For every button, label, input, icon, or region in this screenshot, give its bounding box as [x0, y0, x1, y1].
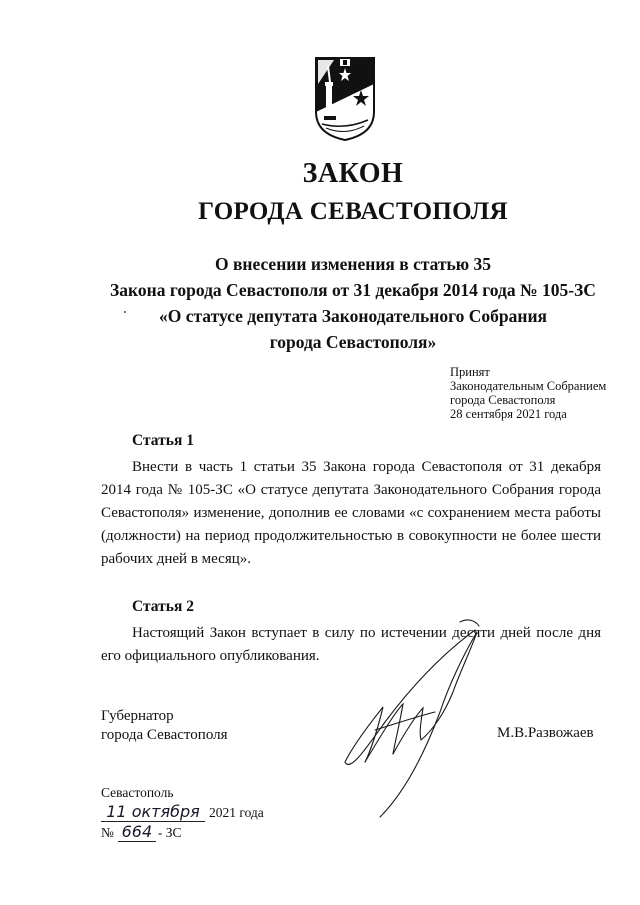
governor-name: М.В.Развожаев	[497, 725, 594, 741]
article-line: Настоящий Закон вступает в силу по истечении десяти дней после дня	[132, 625, 601, 641]
footer-year: 2021 года	[209, 805, 264, 820]
handwritten-date: 11 октября	[101, 803, 205, 822]
subject-line: «О статусе депутата Законодательного Собрания	[158, 306, 548, 326]
article-line: (должности) на период продолжительностью в совокупности не более шести	[101, 528, 601, 544]
subject-line: города Севастополя»	[269, 332, 437, 352]
article-line: Севастополя» изменение, дополнив ее словами «с сохранением места работы	[101, 505, 601, 521]
footer-number-suffix: - ЗС	[157, 825, 182, 840]
article-line: Внести в часть 1 статьи 35 Закона города Севастополя от 31 декабря	[132, 459, 601, 475]
adoption-note	[450, 365, 606, 421]
document-footer	[101, 783, 264, 843]
subject-line: О внесении изменения в статью 35	[214, 254, 492, 274]
article-2-title: Статья 2	[132, 598, 194, 615]
adoption-line: города Севастополя	[450, 393, 556, 407]
article-1-text	[101, 456, 601, 571]
law-subject	[0, 251, 640, 355]
subject-line: Закона города Севастополя от 31 декабря 2014 года № 105-ЗС	[110, 280, 596, 300]
governor-title-line: Губернатор	[101, 708, 174, 724]
article-1-title: Статья 1	[132, 432, 194, 449]
governor-title	[101, 707, 228, 745]
article-line: 2014 года № 105-ЗС «О статусе депутата Законодательного Собрания города	[101, 482, 601, 498]
sevastopol-coat-of-arms-icon	[314, 54, 376, 142]
article-line: рабочих дней в месяц».	[101, 551, 252, 567]
adoption-line: 28 сентября 2021 года	[450, 407, 567, 421]
adoption-line: Законодательным Собранием	[450, 379, 607, 393]
stray-mark	[124, 311, 126, 313]
footer-place-row	[101, 783, 264, 803]
handwritten-signature	[325, 612, 505, 822]
footer-place: Севастополь	[101, 785, 174, 800]
footer-date-row	[101, 803, 264, 823]
adoption-line: Принят	[450, 365, 490, 379]
governor-title-line: города Севастополя	[101, 727, 228, 743]
footer-number-row	[101, 823, 264, 843]
footer-number-prefix: №	[101, 825, 114, 840]
document-title: ЗАКОН	[302, 158, 404, 189]
document-subtitle: ГОРОДА СЕВАСТОПОЛЯ	[198, 198, 508, 225]
article-line: его официального опубликования.	[101, 648, 320, 664]
handwritten-number: 664	[118, 823, 156, 842]
